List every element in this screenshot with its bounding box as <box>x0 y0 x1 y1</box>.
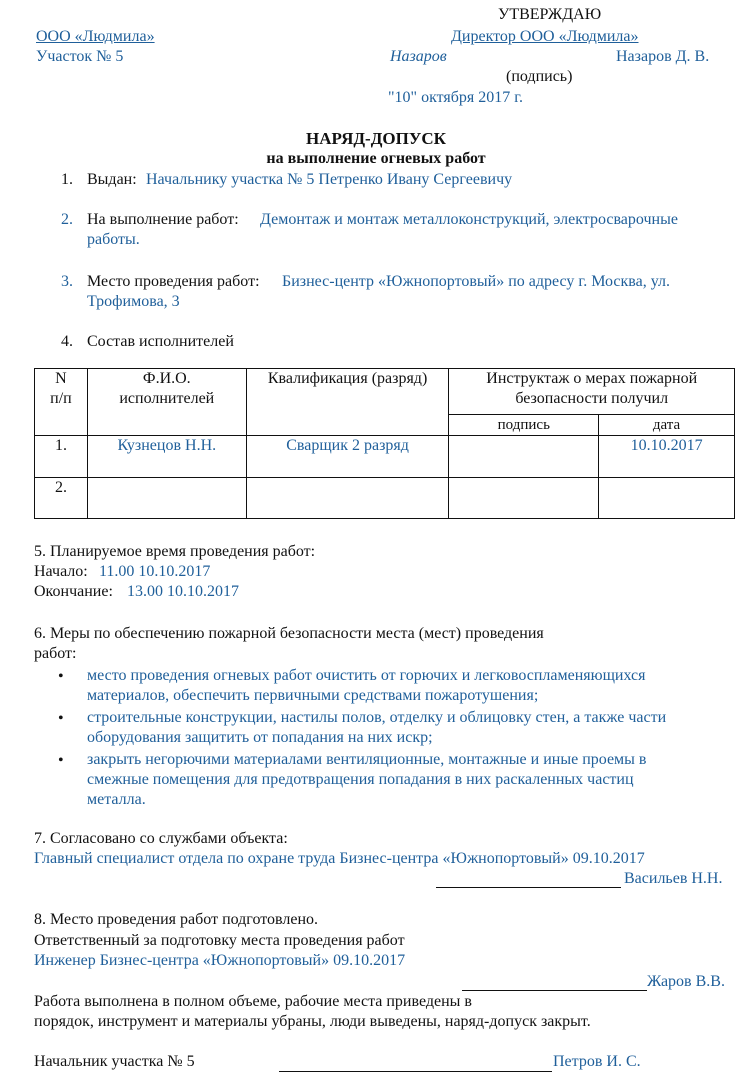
bullet-icon <box>58 715 66 723</box>
agreed-name: Васильев Н.Н. <box>624 870 723 887</box>
signature-line <box>279 1071 552 1072</box>
header-qualification: Квалификация (разряд) <box>246 369 449 436</box>
row-number: 1. <box>35 436 88 478</box>
row-signature <box>449 478 599 519</box>
head-name: Петров И. С. <box>553 1053 641 1070</box>
document-subtitle: на выполнение огневых работ <box>266 150 486 167</box>
measure-item: закрыть негорючими материалами вентиляционные, монтажные и иные проемы в <box>87 751 647 768</box>
approval-title: УТВЕРЖДАЮ <box>498 6 602 23</box>
measure-item-cont: металла. <box>87 791 146 808</box>
work-label: На выполнение работ: <box>87 211 239 228</box>
header-signature: подпись <box>449 415 599 436</box>
measure-item-cont: оборудования защитить от попадания на них искр; <box>87 729 433 746</box>
prepared-label: 8. Место проведения работ подготовлено. <box>34 911 319 928</box>
table-row <box>35 478 735 519</box>
issued-value: Начальнику участка № 5 Петренко Ивану Сергеевичу <box>146 171 513 188</box>
director-name: Назаров Д. В. <box>616 48 710 65</box>
document-title: НАРЯД-ДОПУСК <box>306 129 446 148</box>
time-label: 5. Планируемое время проведения работ: <box>34 543 316 560</box>
place-value-cont: Трофимова, 3 <box>87 293 180 310</box>
item-number: 3. <box>61 273 73 290</box>
measure-item: место проведения огневых работ очистить от горючих и легковоспламеняющихся <box>87 667 646 684</box>
measure-item: строительные конструкции, настилы полов, отделку и облицовку стен, а также части <box>87 709 667 726</box>
signature-line <box>462 990 647 991</box>
row-date: 10.10.2017 <box>599 436 735 478</box>
row-name: Кузнецов Н.Н. <box>87 436 246 478</box>
place-value: Бизнес-центр «Южнопортовый» по адресу г. Москва, ул. <box>282 273 671 290</box>
closing-text-cont: порядок, инструмент и материалы убраны, люди выведены, наряд-допуск закрыт. <box>34 1013 591 1030</box>
item-number: 4. <box>61 333 73 350</box>
place-label: Место проведения работ: <box>87 273 260 290</box>
bullet-icon <box>58 757 66 765</box>
issued-label: Выдан: <box>87 171 137 188</box>
org-name: ООО «Людмила» <box>36 28 155 45</box>
prepared-value: Инженер Бизнес-центра «Южнопортовый» 09.10.2017 <box>34 952 406 969</box>
executors-table <box>34 368 735 519</box>
item-number: 1. <box>61 171 73 188</box>
signature-caption: (подпись) <box>506 68 573 85</box>
item-number: 2. <box>61 211 73 228</box>
signature-line <box>436 887 621 888</box>
row-name <box>87 478 246 519</box>
end-label: Окончание: <box>34 583 113 600</box>
director-signature: Назаров <box>390 48 447 65</box>
head-label: Начальник участка № 5 <box>34 1053 195 1070</box>
measures-label: 6. Меры по обеспечению пожарной безопасности места (мест) проведения <box>34 625 544 642</box>
measures-label-cont: работ: <box>34 645 77 662</box>
header-date: дата <box>599 415 735 436</box>
start-label: Начало: <box>34 563 88 580</box>
row-signature <box>449 436 599 478</box>
row-qualification <box>246 478 449 519</box>
measure-item-cont: материалов, обеспечить первичными средствами пожаротушения; <box>87 687 539 704</box>
row-number: 2. <box>35 478 88 519</box>
site-name: Участок № 5 <box>36 48 124 65</box>
row-date <box>599 478 735 519</box>
prepared-name: Жаров В.В. <box>647 973 725 990</box>
work-value-cont: работы. <box>87 231 140 248</box>
start-value: 11.00 10.10.2017 <box>99 563 211 580</box>
director-title: Директор ООО «Людмила» <box>451 28 639 45</box>
bullet-icon <box>58 673 66 681</box>
prepared-responsible: Ответственный за подготовку места проведения работ <box>34 932 405 949</box>
header-number: N п/п <box>35 369 88 436</box>
header-instruction: Инструктаж о мерах пожарной безопасности получил <box>449 369 735 415</box>
closing-text: Работа выполнена в полном объеме, рабочие места приведены в <box>34 993 472 1010</box>
table-row <box>35 436 735 478</box>
agreed-label: 7. Согласовано со службами объекта: <box>34 830 288 847</box>
work-value: Демонтаж и монтаж металлоконструкций, электросварочные <box>260 211 678 228</box>
measure-item-cont: смежные помещения для предотвращения попадания в них раскаленных частиц <box>87 771 634 788</box>
agreed-value: Главный специалист отдела по охране труда Бизнес-центра «Южнопортовый» 09.10.2017 <box>34 850 645 867</box>
header-name: Ф.И.О. исполнителей <box>87 369 246 436</box>
end-value: 13.00 10.10.2017 <box>127 583 239 600</box>
staff-label: Состав исполнителей <box>87 333 234 350</box>
approval-date: "10" октября 2017 г. <box>388 89 524 106</box>
row-qualification: Сварщик 2 разряд <box>246 436 449 478</box>
